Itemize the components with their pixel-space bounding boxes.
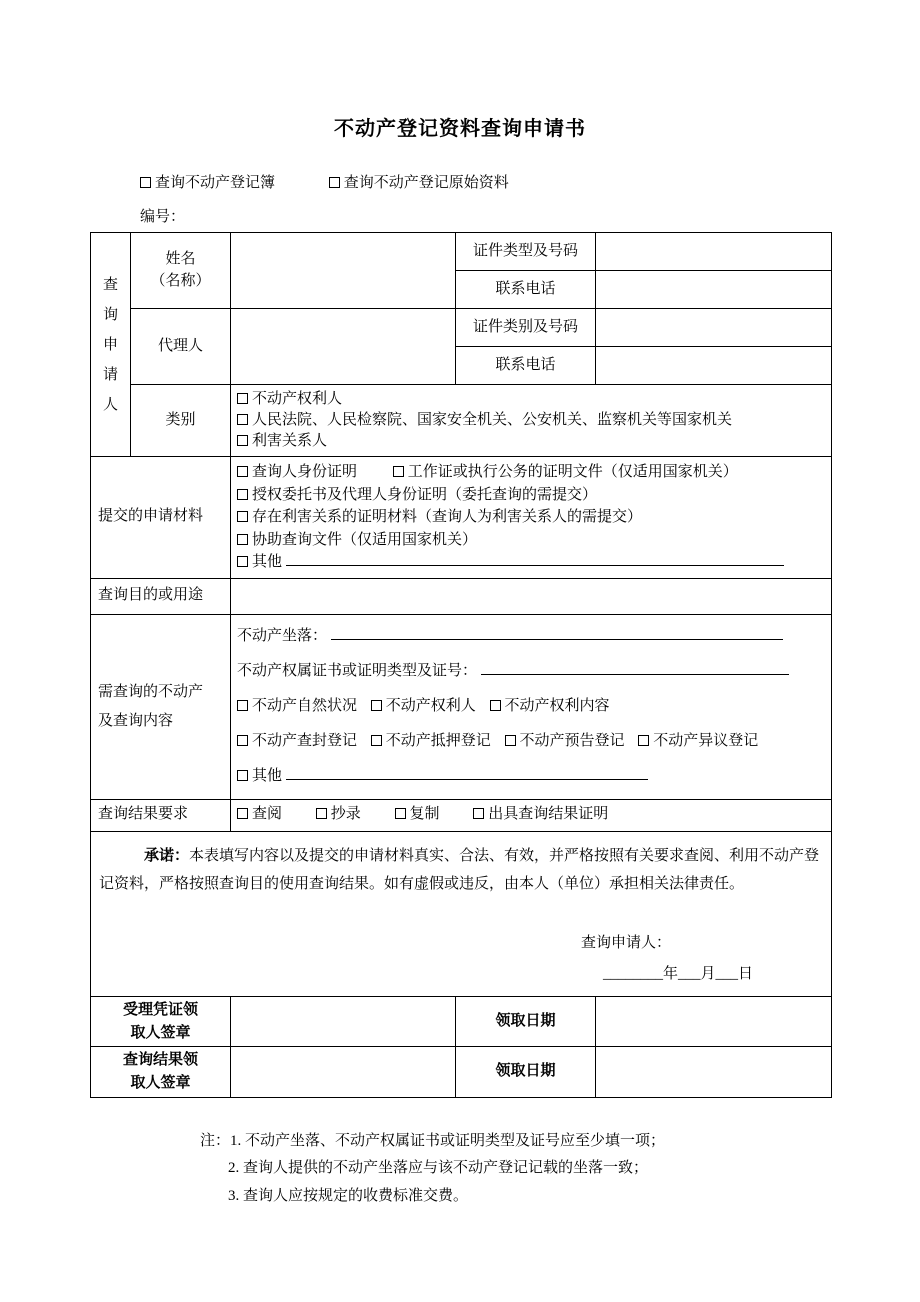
result-date-cell[interactable] bbox=[596, 1047, 832, 1097]
commitment-body: 本表填写内容以及提交的申请材料真实、合法、有效，并严格按照有关要求查阅、利用不动产登记资料，严格按照查询目的使用查询结果。如有虚假或违反，由本人（单位）承担相关法律责任。 bbox=[99, 847, 820, 892]
location-line bbox=[237, 619, 825, 654]
category-option-label: 利害关系人 bbox=[252, 433, 328, 449]
agent-cert-input-cell[interactable] bbox=[596, 309, 832, 347]
phone-label-cell: 联系电话 bbox=[456, 271, 596, 309]
materials-other-checkbox[interactable] bbox=[237, 556, 248, 567]
category-options-cell bbox=[231, 385, 832, 457]
result-option-transcribe[interactable] bbox=[316, 806, 361, 822]
query-option-right-content[interactable] bbox=[490, 698, 610, 714]
acceptance-receipt-label-cell bbox=[91, 997, 231, 1047]
note-item: 2. 查询人提供的不动产坐落应与该不动产登记记载的坐落一致； bbox=[228, 1160, 649, 1177]
right-content-checkbox[interactable] bbox=[490, 700, 501, 711]
query-option-advance-notice[interactable] bbox=[505, 733, 625, 749]
category-label-cell: 类别 bbox=[131, 385, 231, 457]
category-option-label: 不动产权利人 bbox=[252, 391, 343, 407]
location-blank[interactable] bbox=[331, 627, 783, 640]
note-item: 3. 查询人应按规定的收费标准交费。 bbox=[228, 1188, 469, 1204]
copy-checkbox[interactable] bbox=[395, 808, 406, 819]
query-option-other[interactable] bbox=[237, 759, 825, 794]
query-option-label: 不动产查封登记 bbox=[252, 733, 358, 749]
table-row bbox=[91, 309, 832, 347]
state-organ-checkbox[interactable] bbox=[237, 414, 248, 425]
result-receipt-label: 查询结果领取人签章 bbox=[122, 1052, 198, 1091]
registry-book-checkbox[interactable] bbox=[140, 177, 151, 188]
option-registry-book-label: 查询不动产登记簿 bbox=[155, 175, 276, 191]
objection-checkbox[interactable] bbox=[638, 735, 649, 746]
notes-prefix: 注： bbox=[200, 1132, 231, 1149]
materials-option-label: 其他 bbox=[252, 554, 283, 570]
materials-option-other[interactable] bbox=[237, 551, 825, 574]
category-option-label: 人民法院、人民检察院、国家安全机关、公安机关、监察机关等国家机关 bbox=[252, 412, 733, 428]
materials-option-label: 工作证或执行公务的证明文件（仅适用国家机关） bbox=[407, 464, 738, 480]
mortgage-checkbox[interactable] bbox=[371, 735, 382, 746]
original-materials-checkbox[interactable] bbox=[329, 177, 340, 188]
table-row bbox=[91, 457, 832, 579]
id-proof-checkbox[interactable] bbox=[237, 466, 248, 477]
serial-number-label: 编号： bbox=[140, 209, 186, 225]
name-label-cell bbox=[131, 233, 231, 309]
query-option-objection[interactable] bbox=[638, 733, 758, 749]
note-line-3 bbox=[228, 1183, 920, 1211]
name-label-line2: （名称） bbox=[150, 272, 211, 289]
purpose-input-cell[interactable] bbox=[231, 578, 832, 614]
interested-party-checkbox[interactable] bbox=[237, 435, 248, 446]
table-row bbox=[91, 233, 832, 271]
commitment-cell bbox=[91, 831, 832, 997]
notes-section bbox=[200, 1128, 920, 1211]
materials-option-id-proof[interactable] bbox=[237, 464, 357, 480]
acceptance-date-label-cell: 领取日期 bbox=[456, 997, 596, 1047]
natural-status-checkbox[interactable] bbox=[237, 700, 248, 711]
query-option-right-holder[interactable] bbox=[371, 698, 476, 714]
result-option-copy[interactable] bbox=[395, 806, 440, 822]
assist-doc-checkbox[interactable] bbox=[237, 534, 248, 545]
cert-type-input-cell[interactable] bbox=[596, 233, 832, 271]
interest-proof-checkbox[interactable] bbox=[237, 511, 248, 522]
category-option-owner[interactable] bbox=[237, 389, 825, 410]
agent-label-cell: 代理人 bbox=[131, 309, 231, 385]
query-options-row1 bbox=[237, 689, 825, 724]
right-holder-checkbox[interactable] bbox=[371, 700, 382, 711]
query-content-cell bbox=[231, 614, 832, 799]
advance-notice-checkbox[interactable] bbox=[505, 735, 516, 746]
materials-option-assist[interactable] bbox=[237, 529, 825, 552]
agent-input-cell[interactable] bbox=[231, 309, 456, 385]
note-item: 1. 不动产坐落、不动产权属证书或证明类型及证号应至少填一项； bbox=[230, 1132, 666, 1149]
table-row bbox=[91, 614, 832, 799]
signature-date-line[interactable]: ________年___月___日 bbox=[602, 966, 753, 983]
query-option-label: 其他 bbox=[252, 768, 283, 784]
result-option-label: 抄录 bbox=[330, 806, 361, 823]
table-row bbox=[91, 385, 832, 457]
materials-option-work-permit[interactable] bbox=[393, 464, 738, 480]
applicant-section-cell bbox=[91, 233, 131, 457]
query-option-label: 不动产权利内容 bbox=[504, 698, 610, 714]
query-label: 需查询的不动产及查询内容 bbox=[98, 684, 204, 729]
cert-number-label: 不动产权属证书或证明类型及证号： bbox=[237, 663, 478, 679]
table-row bbox=[91, 799, 832, 831]
query-option-label: 不动产预告登记 bbox=[519, 733, 625, 749]
acceptance-signature-cell[interactable] bbox=[231, 997, 456, 1047]
query-option-label: 不动产自然状况 bbox=[252, 698, 358, 714]
category-option-state-organ[interactable] bbox=[237, 410, 825, 431]
cert-number-blank[interactable] bbox=[481, 662, 789, 675]
result-date-label-cell: 领取日期 bbox=[456, 1047, 596, 1097]
materials-label-cell: 提交的申请材料 bbox=[91, 457, 231, 579]
materials-option-authorization[interactable] bbox=[237, 484, 825, 507]
result-label-cell: 查询结果要求 bbox=[91, 799, 231, 831]
category-option-interested-party[interactable] bbox=[237, 431, 825, 452]
materials-option-label: 授权委托书及代理人身份证明（委托查询的需提交） bbox=[252, 486, 598, 503]
view-checkbox[interactable] bbox=[237, 808, 248, 819]
materials-option-label: 查询人身份证明 bbox=[252, 464, 358, 480]
phone-input-cell[interactable] bbox=[596, 271, 832, 309]
name-label-line1: 姓名 bbox=[165, 250, 196, 267]
application-form-table bbox=[90, 232, 832, 1098]
work-permit-checkbox[interactable] bbox=[393, 466, 404, 477]
result-option-view[interactable] bbox=[237, 806, 282, 822]
authorization-checkbox[interactable] bbox=[237, 489, 248, 500]
applicant-section-label: 查询申请人 bbox=[102, 276, 118, 413]
location-label: 不动产坐落： bbox=[237, 628, 328, 644]
option-original-materials-label: 查询不动产登记原始资料 bbox=[343, 175, 509, 191]
query-option-label: 不动产异议登记 bbox=[653, 733, 759, 749]
result-option-label: 出具查询结果证明 bbox=[488, 806, 609, 823]
cert-number-line bbox=[237, 654, 825, 689]
materials-options-cell bbox=[231, 457, 832, 579]
result-options-cell bbox=[231, 799, 832, 831]
result-option-certificate[interactable] bbox=[473, 806, 608, 822]
table-row bbox=[91, 1047, 832, 1097]
owner-checkbox[interactable] bbox=[237, 393, 248, 404]
transcribe-checkbox[interactable] bbox=[316, 808, 327, 819]
query-option-seizure[interactable] bbox=[237, 733, 357, 749]
query-type-options bbox=[140, 171, 920, 192]
query-option-label: 不动产权利人 bbox=[385, 698, 476, 714]
purpose-label-cell: 查询目的或用途 bbox=[91, 578, 231, 614]
query-options-row2 bbox=[237, 724, 825, 759]
query-label-cell bbox=[91, 614, 231, 799]
query-option-label: 不动产抵押登记 bbox=[385, 733, 491, 749]
option-original-materials[interactable] bbox=[329, 171, 509, 192]
materials-option-label: 存在利害关系的证明材料（查询人为利害关系人的需提交） bbox=[252, 509, 643, 525]
applicant-signature-label: 查询申请人： bbox=[580, 934, 671, 951]
query-option-mortgage[interactable] bbox=[371, 733, 491, 749]
result-receipt-label-cell bbox=[91, 1047, 231, 1097]
result-option-label: 复制 bbox=[409, 806, 440, 823]
materials-line-1 bbox=[237, 461, 825, 484]
query-other-checkbox[interactable] bbox=[237, 770, 248, 781]
agent-phone-label-cell: 联系电话 bbox=[456, 347, 596, 385]
commitment-text bbox=[99, 842, 823, 899]
table-row bbox=[91, 997, 832, 1047]
name-input-cell[interactable] bbox=[231, 233, 456, 309]
commitment-lead: 承诺： bbox=[144, 847, 190, 864]
option-registry-book[interactable] bbox=[140, 171, 275, 192]
certificate-checkbox[interactable] bbox=[473, 808, 484, 819]
table-row bbox=[91, 831, 832, 997]
note-line-1 bbox=[200, 1128, 920, 1156]
table-row bbox=[91, 578, 832, 614]
page-title: 不动产登记资料查询申请书 bbox=[334, 118, 586, 140]
materials-other-blank[interactable] bbox=[286, 553, 784, 566]
result-option-label: 查阅 bbox=[252, 806, 283, 823]
acceptance-receipt-label: 受理凭证领取人签章 bbox=[122, 1002, 198, 1041]
materials-option-interest-proof[interactable] bbox=[237, 506, 825, 529]
seizure-checkbox[interactable] bbox=[237, 735, 248, 746]
materials-option-label: 协助查询文件（仅适用国家机关） bbox=[252, 531, 478, 548]
query-option-natural-status[interactable] bbox=[237, 698, 357, 714]
cert-type-label-cell: 证件类型及号码 bbox=[456, 233, 596, 271]
agent-phone-input-cell[interactable] bbox=[596, 347, 832, 385]
acceptance-date-cell[interactable] bbox=[596, 997, 832, 1047]
result-signature-cell[interactable] bbox=[231, 1047, 456, 1097]
query-other-blank[interactable] bbox=[286, 767, 648, 780]
note-line-2 bbox=[228, 1155, 920, 1183]
agent-cert-label-cell: 证件类别及号码 bbox=[456, 309, 596, 347]
